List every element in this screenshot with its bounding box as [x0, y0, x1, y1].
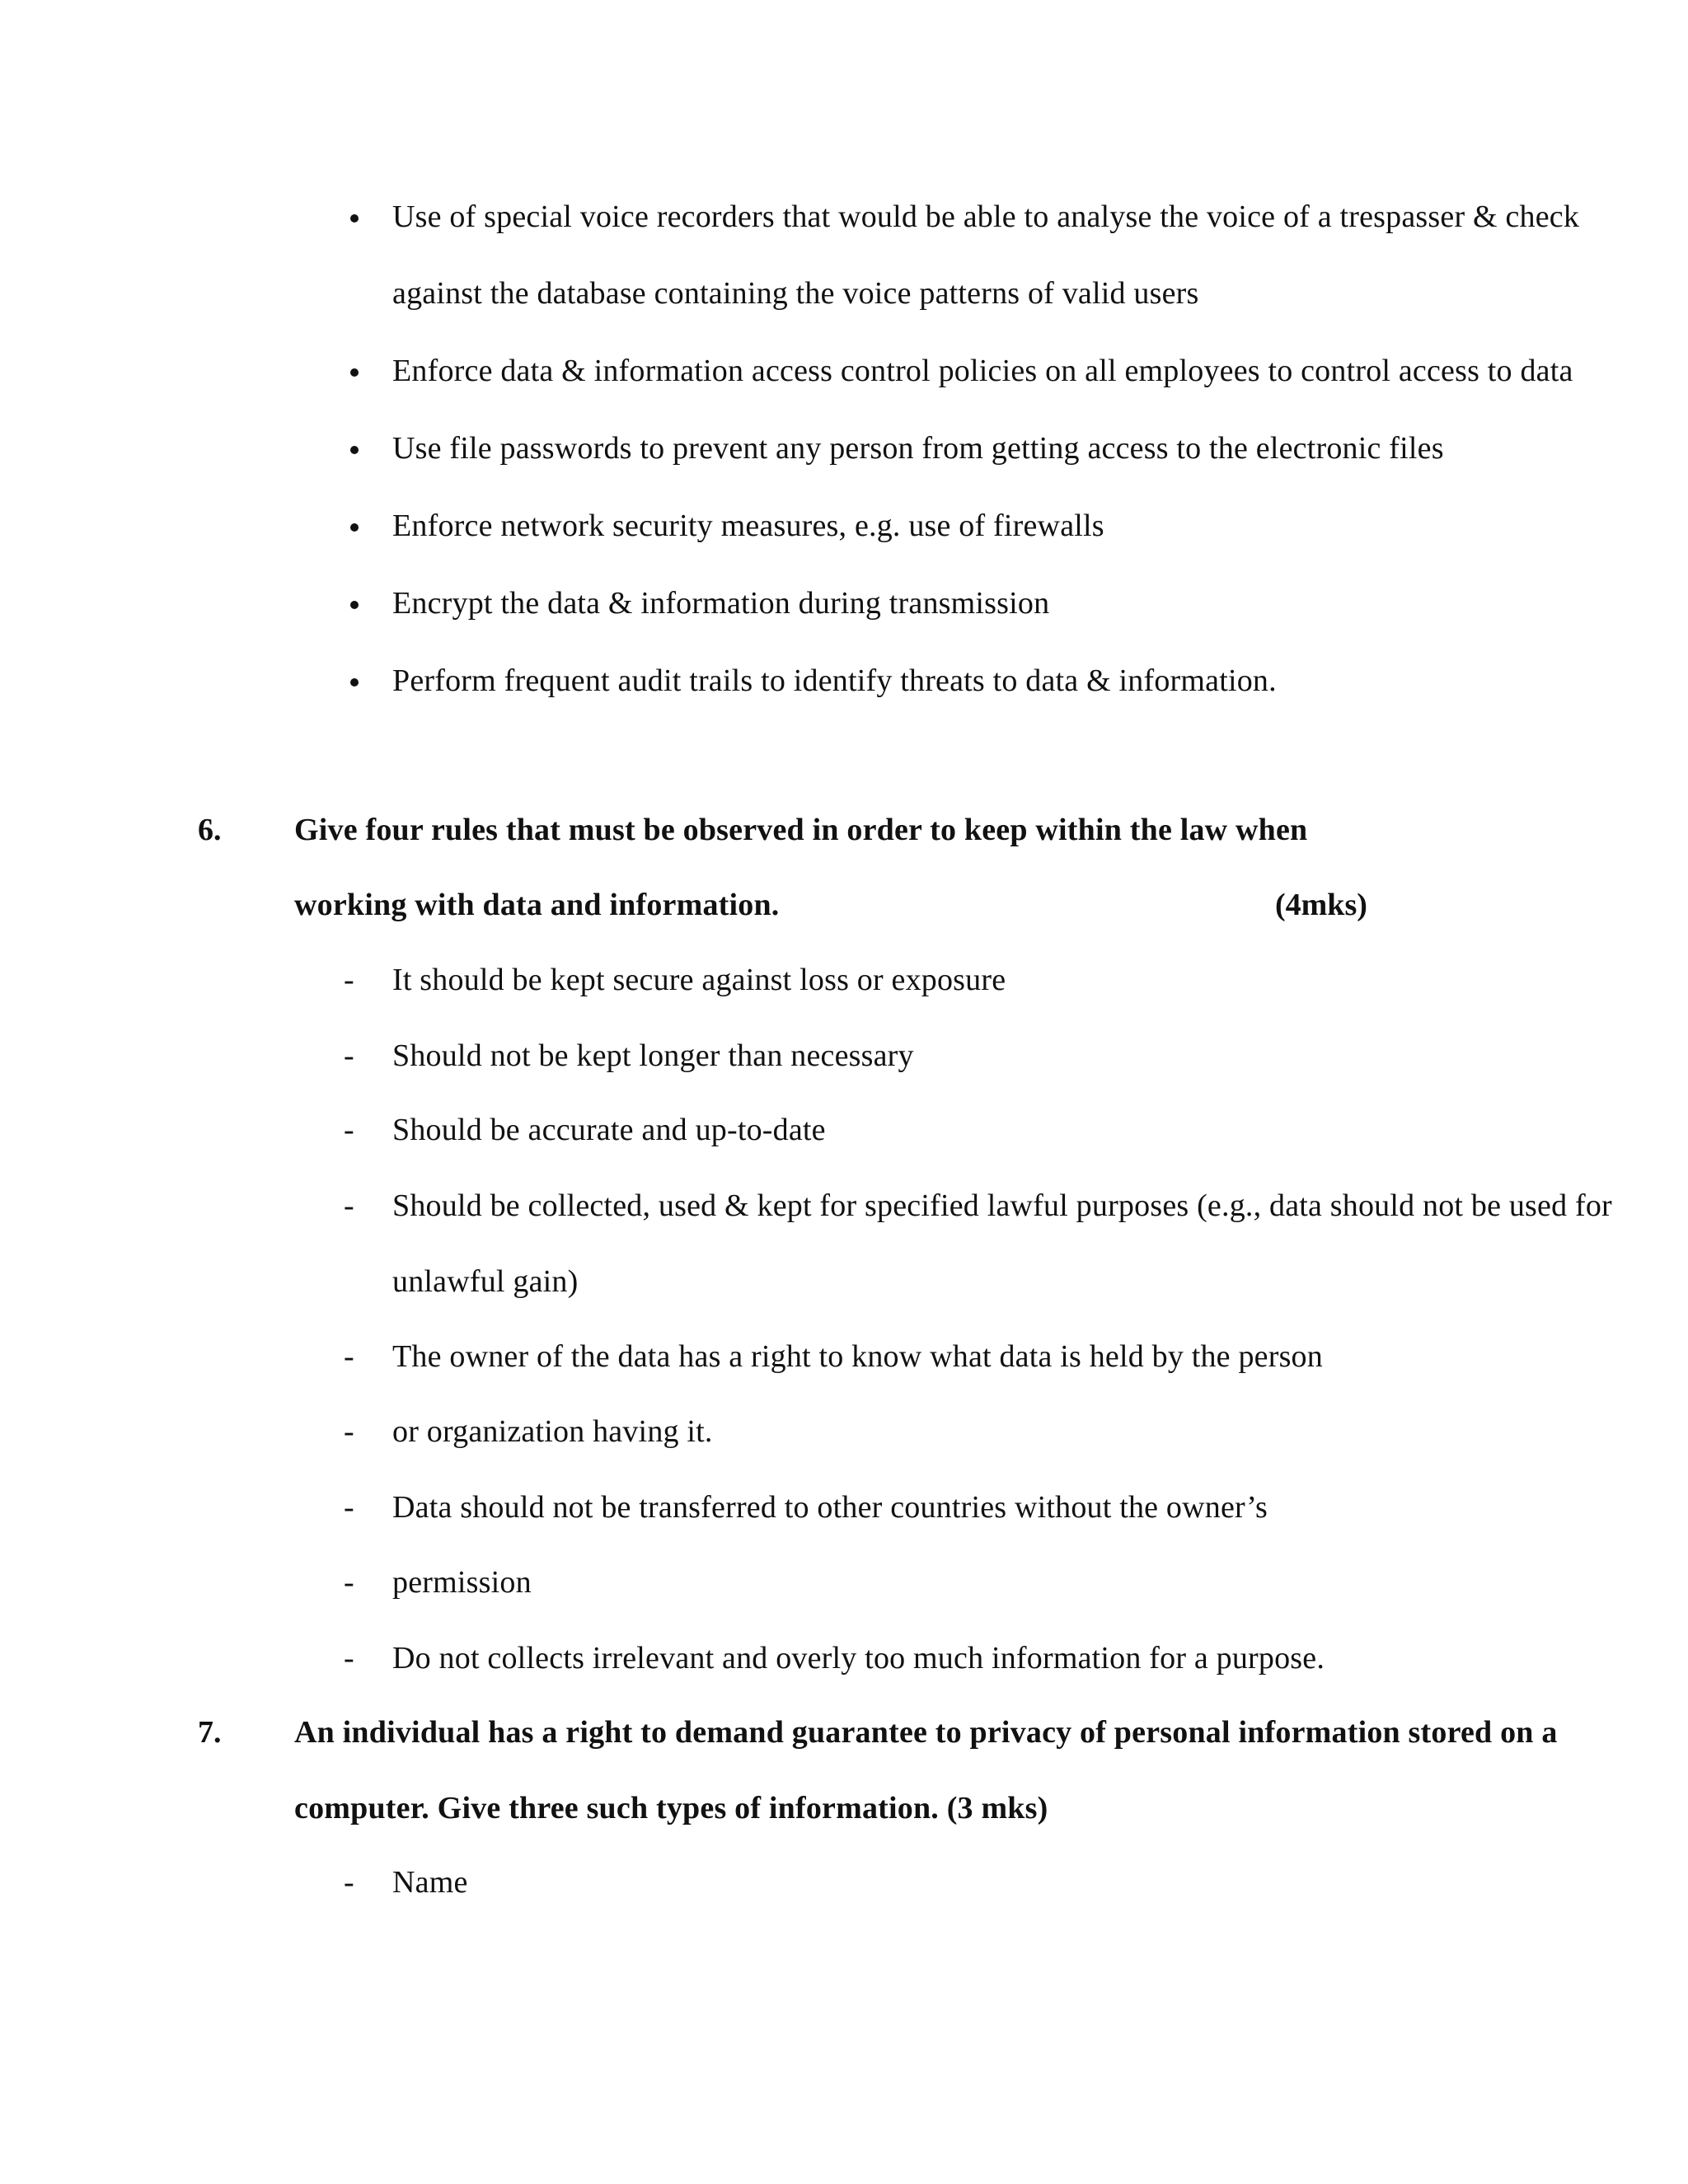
dash-marker: - — [344, 1641, 354, 1675]
answer-item: Should not be kept longer than necessary — [392, 1038, 914, 1073]
list-item: Enforce data & information access control policies on all employees to control access to data — [392, 354, 1573, 388]
bullet-icon — [350, 523, 359, 532]
list-item: Perform frequent audit trails to identify threats to data & information. — [392, 663, 1277, 698]
dash-marker: - — [344, 1414, 354, 1449]
list-item: Encrypt the data & information during transmission — [392, 586, 1050, 621]
bullet-icon — [350, 214, 359, 223]
dash-marker: - — [344, 1188, 354, 1223]
dash-marker: - — [344, 1490, 354, 1525]
answer-item-continuation: unlawful gain) — [392, 1264, 579, 1299]
question-number: 6. — [198, 813, 222, 847]
answer-item: or organization having it. — [392, 1414, 713, 1449]
dash-marker: - — [344, 1113, 354, 1147]
question-text-continuation: computer. Give three such types of information. (3 mks) — [294, 1791, 1048, 1825]
list-item-continuation: against the database containing the voice patterns of valid users — [392, 276, 1199, 311]
dash-marker: - — [344, 963, 354, 997]
dash-marker: - — [344, 1339, 354, 1374]
answer-item: The owner of the data has a right to know what data is held by the person — [392, 1339, 1323, 1374]
answer-item: Name — [392, 1865, 468, 1900]
question-text: Give four rules that must be observed in order to keep within the law when — [294, 813, 1308, 847]
answer-item: It should be kept secure against loss or exposure — [392, 963, 1006, 997]
answer-item: permission — [392, 1565, 532, 1600]
dash-marker: - — [344, 1565, 354, 1600]
bullet-icon — [350, 601, 359, 609]
answer-item: Should be accurate and up-to-date — [392, 1113, 826, 1147]
question-text-continuation: working with data and information. — [294, 888, 780, 922]
list-item: Enforce network security measures, e.g. use of firewalls — [392, 509, 1104, 543]
question-text: An individual has a right to demand guarantee to privacy of personal information stored on a — [294, 1715, 1558, 1750]
answer-item: Data should not be transferred to other countries without the owner’s — [392, 1490, 1268, 1525]
marks-label: (4mks) — [1275, 888, 1367, 922]
question-number: 7. — [198, 1715, 222, 1750]
bullet-icon — [350, 446, 359, 454]
list-item: Use file passwords to prevent any person from getting access to the electronic files — [392, 431, 1444, 466]
dash-marker: - — [344, 1865, 354, 1900]
bullet-icon — [350, 368, 359, 377]
dash-marker: - — [344, 1038, 354, 1073]
bullet-icon — [350, 678, 359, 687]
answer-item: Should be collected, used & kept for specified lawful purposes (e.g., data should not be used for — [392, 1188, 1612, 1223]
answer-item: Do not collects irrelevant and overly too much information for a purpose. — [392, 1641, 1325, 1675]
list-item: Use of special voice recorders that would be able to analyse the voice of a trespasser & check — [392, 199, 1580, 234]
